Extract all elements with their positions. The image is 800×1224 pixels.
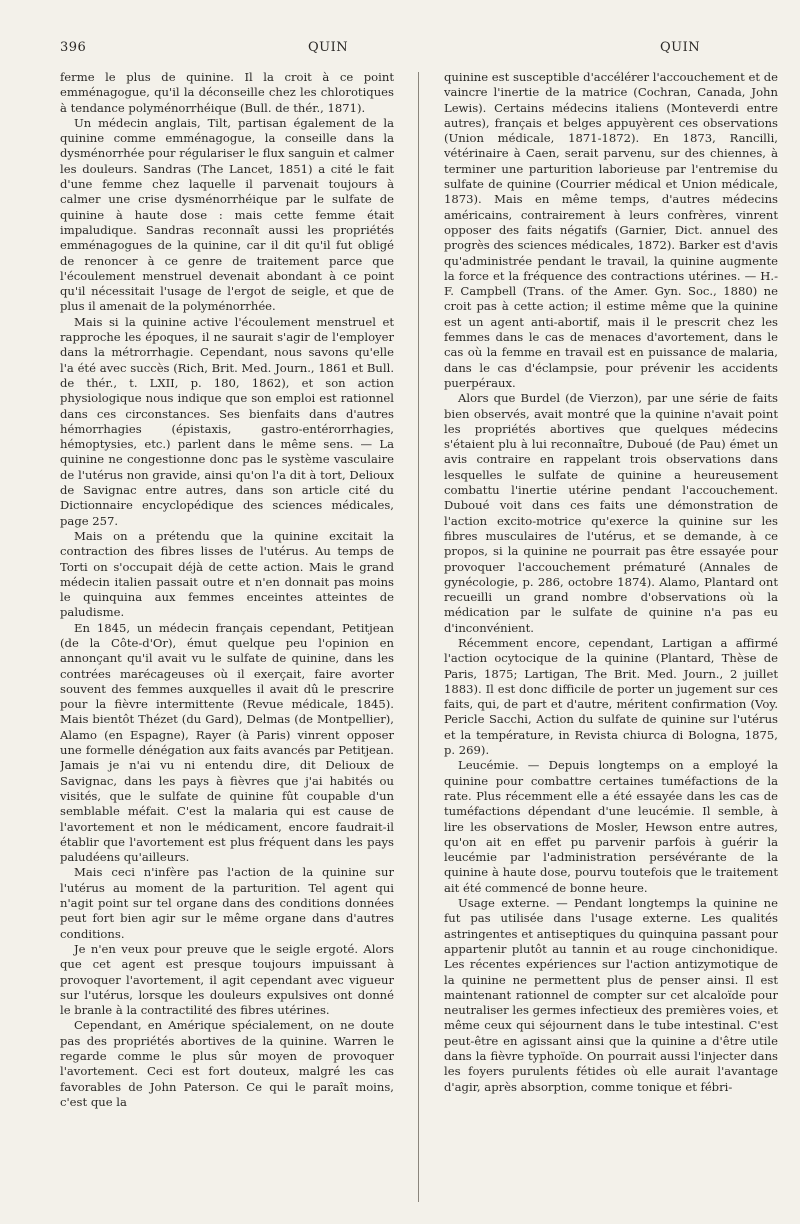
paragraph: ferme le plus de quinine. Il la croit à ce point emménagogue, qu'il la déconseille chez les chlorotiques à tendance polyménorrhéique (Bull. de thér., 1871). xyxy=(60,70,394,115)
paragraph: Je n'en veux pour preuve que le seigle ergoté. Alors que cet agent est presque toujours impuissant à provoquer l'avortement, il agit cependant avec vigueur sur l'utérus, lorsque les douleurs expulsives ont donné le branle à la contractilité des fibres utérines. xyxy=(60,941,394,1018)
paragraph: Mais ceci n'infère pas l'action de la quinine sur l'utérus au moment de la parturition. Tel agent qui n'agit point sur tel organe dans des conditions données peut fort bien agir sur le même organe dans d'autres conditions. xyxy=(60,865,394,941)
paragraph: Récemment encore, cependant, Lartigan a affirmé l'action ocytocique de la quinine (Plantard, Thèse de Paris, 1875; Lartigan, The Brit. Med. Journ., 2 juillet 1883). Il est donc difficile de porter un jugement sur ces faits, qui, de part et d'autre, méritent confirmation (Voy. Pericle Sacchi, Action du sulfate de quinine sur l'utérus et la température, in Revista chiurca di Bologna, 1875, p. 269). xyxy=(444,635,778,758)
paragraph: Alors que Burdel (de Vierzon), par une série de faits bien observés, avait montré que la quinine n'avait point les propriétés abortives que quelques médecins s'étaient plu à lui reconnaître, Duboué (de Pau) émet un avis contraire en rappelant trois observations dans lesquelles le sulfate de quinine a heureusement combattu l'inertie utérine pendant l'accouchement. Duboué voit dans ces faits une démonstration de l'action excito-motrice qu'exerce la quinine sur les fibres musculaires de l'utérus, et se demande, à ce propos, si la quinine ne pourrait pas être essayée pour provoquer l'accouchement prématuré (Annales de gynécologie, p. 286, octobre 1874). Alamo, Plantard ont recueilli un grand nombre d'observations où la médication par le sulfate de quinine n'a pas eu d'inconvénient. xyxy=(444,391,778,635)
running-title-left: QUIN xyxy=(308,40,349,55)
page-number: 396 xyxy=(60,40,87,55)
paragraph: quinine est susceptible d'accélérer l'accouchement et de vaincre l'inertie de la matrice (Cochran, Canada, John Lewis). Certains médecins italiens (Monteverdi entre autres), français et belges appuyèrent ces observations (Union médicale, 1871-1872). En 1873, Rancilli, vétérinaire à Caen, serait parvenu, sur des chiennes, à terminer une parturition laborieuse par l'entremise du sulfate de quinine (Courrier médical et Union médicale, 1873). Mais en même temps, d'autres médecins américains, contrairement à leurs confrères, vinrent opposer des faits négatifs (Garnier, Dict. annuel des progrès des sciences médicales, 1872). Barker est d'avis qu'administrée pendant le travail, la quinine augmente la force et la fréquence des contractions utérines. — H.-F. Campbell (Trans. of the Amer. Gyn. Soc., 1880) ne croit pas à cette action; il estime même que la quinine est un agent anti-abortif, mais il le prescrit chez les femmes dans le cas de menaces d'avortement, dans le cas où la femme en travail est en puissance de malaria, dans le cas d'éclampsie, pour prévenir les accidents puerpéraux. xyxy=(444,70,778,390)
paragraph: Mais si la quinine active l'écoulement menstruel et rapproche les époques, il ne saurait s'agir de l'employer dans la métrorrhagie. Cependant, nous savons qu'elle l'a été avec succès (Rich, Brit. Med. Journ., 1861 et Bull. de thér., t. LXII, p. 180, 1862), et son action physiologique nous indique que son emploi est rationnel dans ces circonstances. Ses bienfaits dans d'autres hémorrhagies (épistaxis, gastro-entérorrhagies, hémoptysies, etc.) parlent dans le même sens. — La quinine ne congestionne donc pas le système vasculaire de l'utérus non gravide, ainsi qu'on l'a dit à tort, Delioux de Savignac entre autres, dans son article cité du Dictionnaire encyclopédique des sciences médicales, page 257. xyxy=(60,314,394,528)
paragraph: En 1845, un médecin français cependant, Petitjean (de la Côte-d'Or), émut quelque peu l'opinion en annonçant qu'il avait vu le sulfate de quinine, dans les contrées marécageuses où il exerçait, faire avorter souvent des femmes auxquelles il avait dû le prescrire pour la fièvre intermittente (Revue médicale, 1845). Mais bientôt Thézet (du Gard), Delmas (de Montpellier), Alamo (en Espagne), Rayer (à Paris) vinrent opposer une formelle dénégation aux faits avancés par Petitjean. Jamais je n'ai vu ni entendu dire, dit Delioux de Savignac, dans les pays à fièvres que j'ai habités ou visités, que le sulfate de quinine fût coupable d'un semblable méfait. C'est la malaria qui est cause de l'avortement et non le médicament, encore faudrait-il établir que l'avortement est plus fréquent dans les pays paludéens qu'ailleurs. xyxy=(60,620,394,865)
running-header xyxy=(60,40,780,66)
running-title-right: QUIN xyxy=(660,40,701,55)
paragraph: Leucémie. — Depuis longtemps on a employé la quinine pour combattre certaines tuméfactions de la rate. Plus récemment elle a été essayée dans les cas de tuméfactions dépendant d'une leucémie. Il semble, à lire les observations de Mosler, Hewson entre autres, qu'on ait en effet pu parvenir parfois à guérir la leucémie par l'administration persévérante de la quinine à haute dose, pourvu toutefois que le traitement ait été commencé de bonne heure. xyxy=(444,758,778,895)
column-divider xyxy=(418,72,419,1202)
right-column xyxy=(444,70,778,1206)
paragraph: Usage externe. — Pendant longtemps la quinine ne fut pas utilisée dans l'usage externe. Les qualités astringentes et antiseptiques du quinquina passant pour appartenir plutôt au tannin et au rouge cinchonidique. Les récentes expériences sur l'action antizymotique de la quinine ne permettent plus de penser ainsi. Il est maintenant rationnel de compter sur cet alcaloïde pour neutraliser les germes infectieux des premières voies, et même ceux qui séjournent dans le tube intestinal. C'est peut-être en agissant ainsi que la quinine a d'être utile dans la fièvre typhoïde. On pourrait aussi l'injecter dans les foyers purulents fétides où elle aurait l'avantage d'agir, après absorption, comme tonique et fébri- xyxy=(444,896,778,1094)
left-column xyxy=(60,70,394,1206)
paragraph: Cependant, en Amérique spécialement, on ne doute pas des propriétés abortives de la quinine. Warren le regarde comme le plus sûr moyen de provoquer l'avortement. Ceci est fort douteux, malgré les cas favorables de John Paterson. Ce qui le paraît moins, c'est que la xyxy=(60,1018,394,1109)
paragraph: Un médecin anglais, Tilt, partisan également de la quinine comme emménagogue, la conseille dans la dysménorrhée pour régulariser le flux sanguin et calmer les douleurs. Sandras (The Lancet, 1851) a cité le fait d'une femme chez laquelle il parvenait toujours à calmer une crise dysménorrhéique par le sulfate de quinine à haute dose : mais cette femme était impaludique. Sandras reconnaît aussi les propriétés emménagogues de la quinine, car il dit qu'il fut obligé de renoncer à ce genre de traitement parce que l'écoulement menstruel devenait abondant à ce point qu'il nécessitait l'usage de l'ergot de seigle, et que de plus il amenait de la polyménorrhée. xyxy=(60,115,394,314)
paragraph: Mais on a prétendu que la quinine excitait la contraction des fibres lisses de l'utérus. Au temps de Torti on s'occupait déjà de cette action. Mais le grand médecin italien passait outre et n'en donnait pas moins le quinquina aux femmes enceintes atteintes de paludisme. xyxy=(60,528,394,620)
